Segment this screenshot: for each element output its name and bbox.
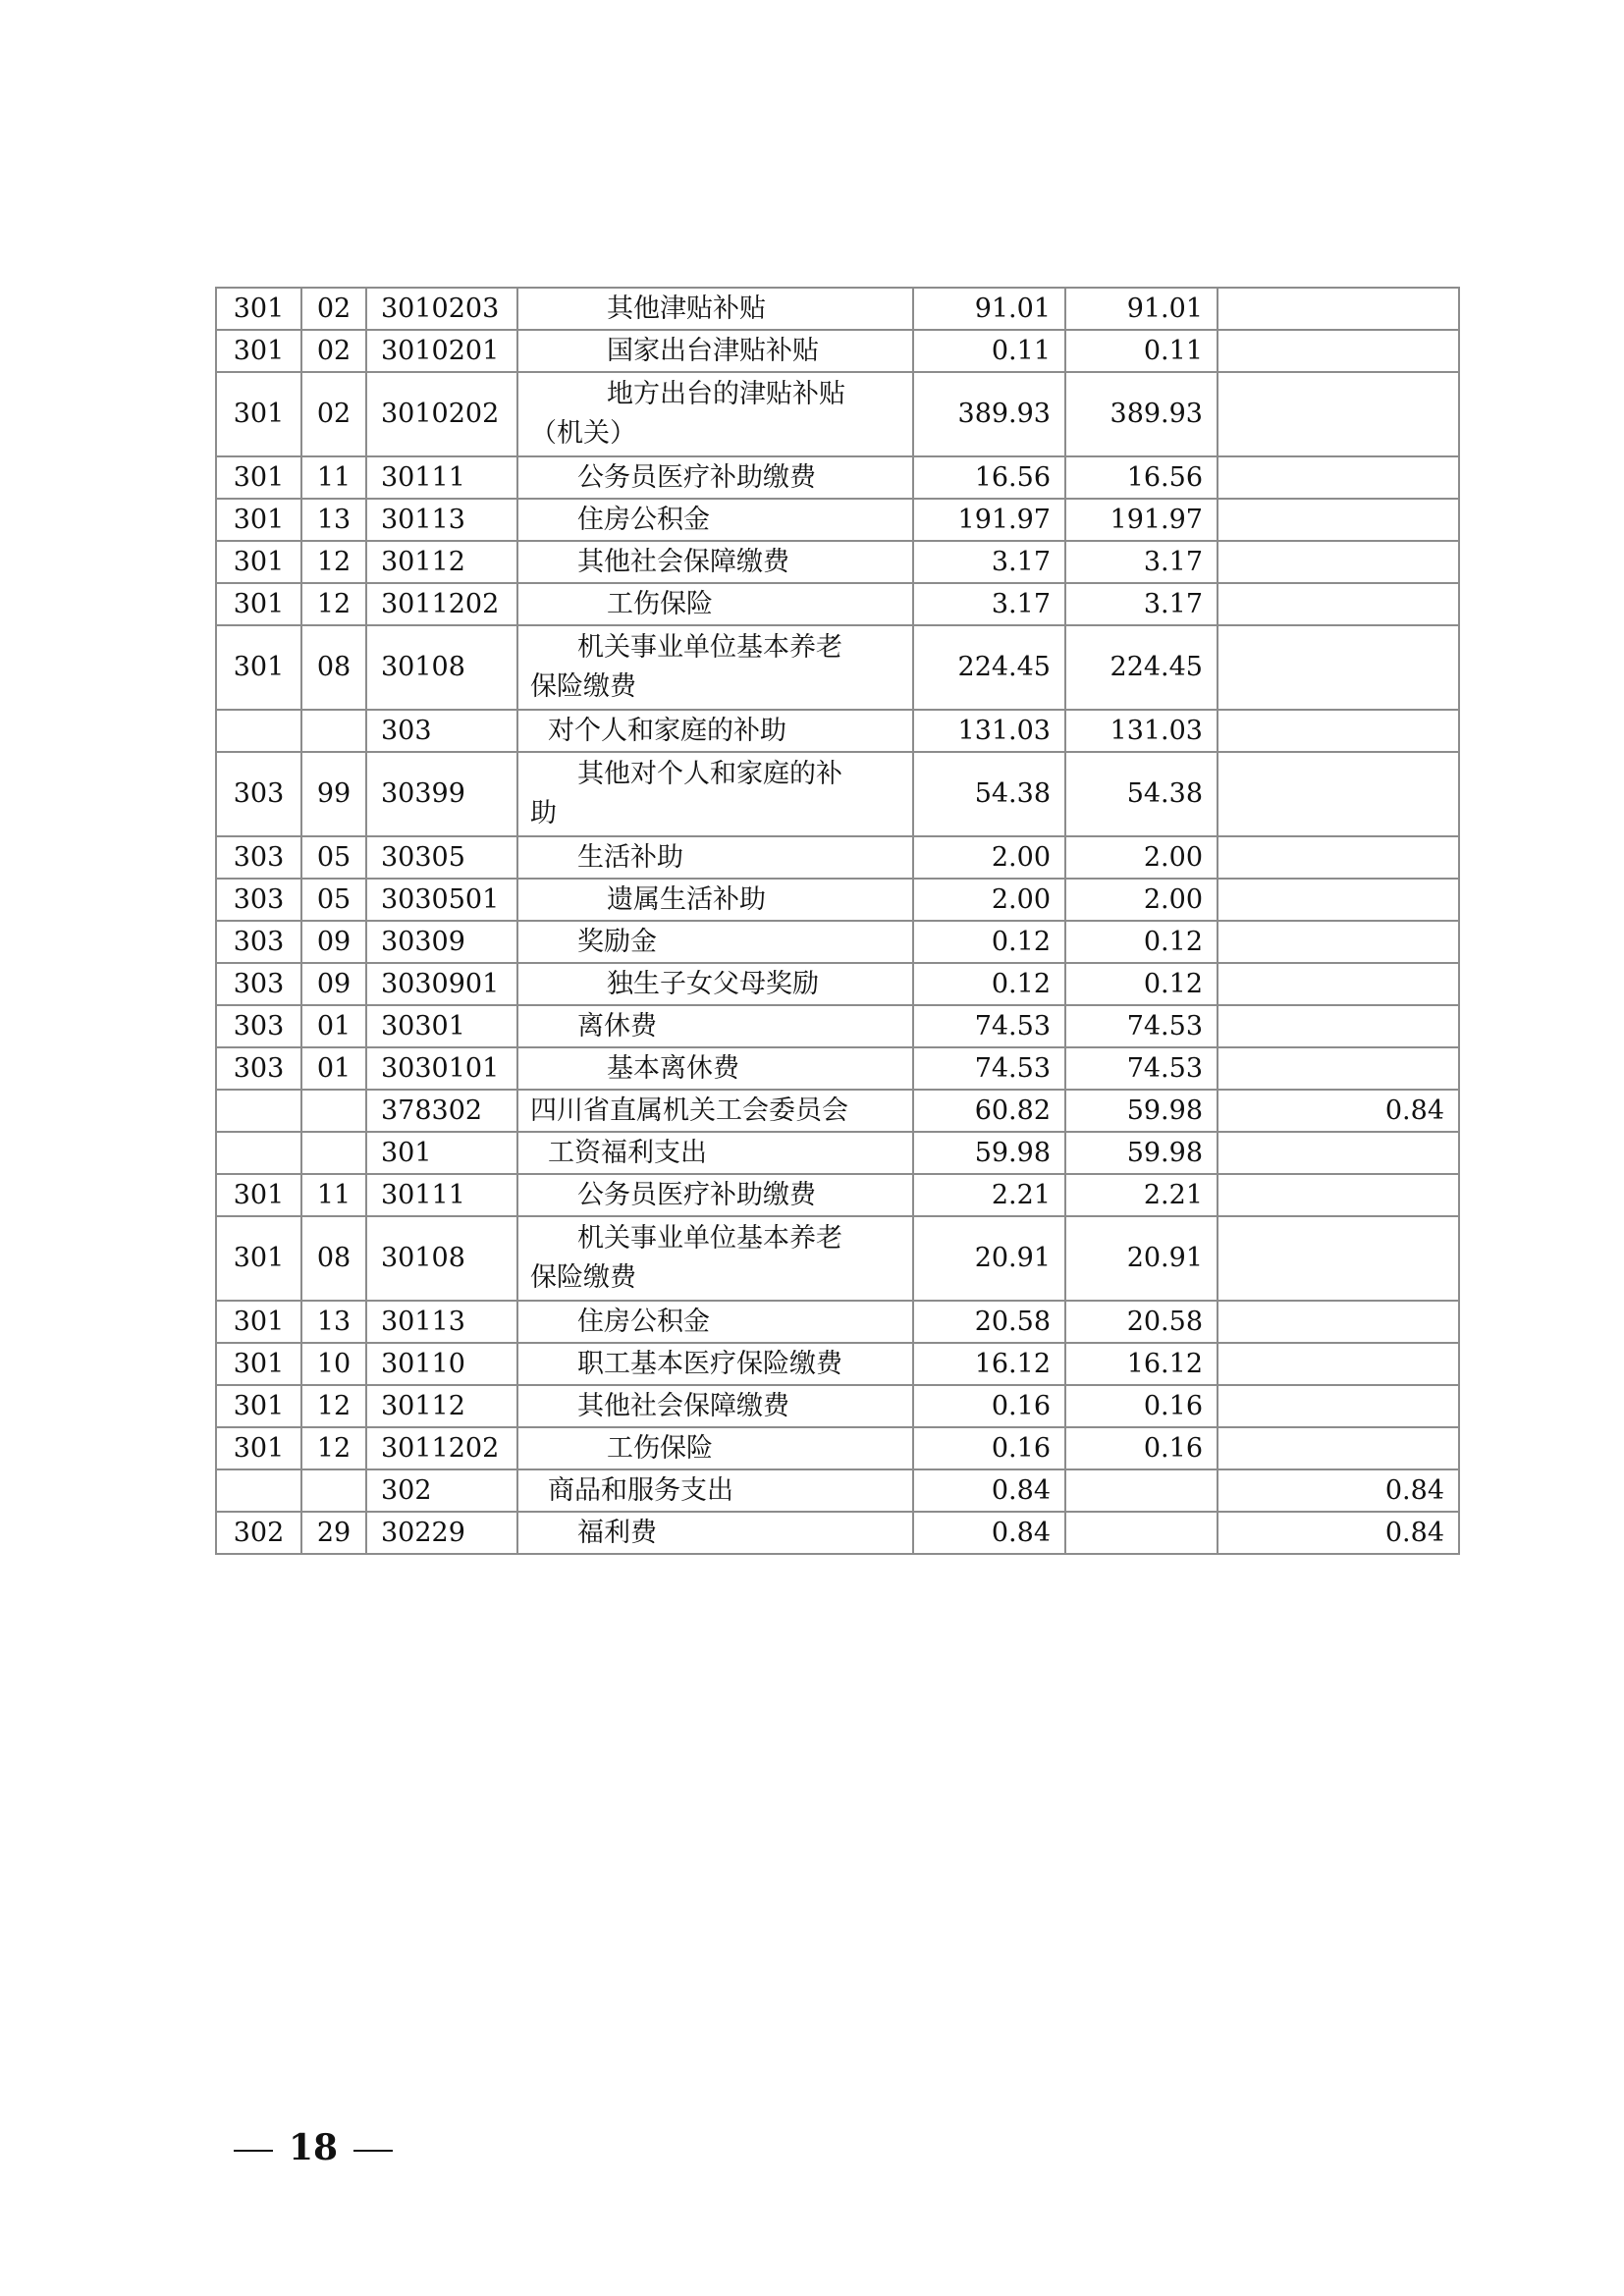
basic-expenditure-cell: 3.17: [1065, 583, 1218, 625]
class-code-cell: 301: [216, 1216, 301, 1301]
total-amount-cell: 131.03: [913, 710, 1065, 752]
subject-name-cell: [517, 836, 913, 879]
basic-expenditure-cell: 20.91: [1065, 1216, 1218, 1301]
subject-name-cell: [517, 583, 913, 625]
total-amount-cell: 20.58: [913, 1301, 1065, 1343]
class-code-cell: 301: [216, 1427, 301, 1469]
table-row: [216, 541, 1459, 583]
subject-name: 机关事业单位基本养老: [577, 632, 842, 663]
basic-expenditure-cell: 131.03: [1065, 710, 1218, 752]
total-amount-cell: 20.91: [913, 1216, 1065, 1301]
page-number: 18: [289, 2127, 339, 2168]
total-amount-cell: 0.16: [913, 1427, 1065, 1469]
section-code-cell: [301, 1132, 366, 1174]
basic-expenditure-cell: 74.53: [1065, 1005, 1218, 1047]
total-amount-cell: 0.84: [913, 1469, 1065, 1512]
total-amount-cell: 3.17: [913, 583, 1065, 625]
total-amount-cell: 2.21: [913, 1174, 1065, 1216]
section-code-cell: [301, 710, 366, 752]
project-expenditure-cell: [1218, 583, 1459, 625]
table-row: [216, 1469, 1459, 1512]
subject-name-cell: [517, 1216, 913, 1301]
basic-expenditure-cell: 54.38: [1065, 752, 1218, 836]
total-amount-cell: 0.11: [913, 330, 1065, 372]
basic-expenditure-cell: 20.58: [1065, 1301, 1218, 1343]
subject-code-cell: 3010203: [366, 288, 517, 330]
project-expenditure-cell: [1218, 1385, 1459, 1427]
subject-code-cell: 30112: [366, 1385, 517, 1427]
table-row: [216, 330, 1459, 372]
class-code-cell: 301: [216, 1301, 301, 1343]
project-expenditure-cell: [1218, 541, 1459, 583]
subject-name-cell: [517, 1005, 913, 1047]
subject-code-cell: 3030101: [366, 1047, 517, 1090]
total-amount-cell: 191.97: [913, 499, 1065, 541]
project-expenditure-cell: [1218, 288, 1459, 330]
project-expenditure-cell: [1218, 921, 1459, 963]
section-code-cell: 10: [301, 1343, 366, 1385]
subject-name-cell: [517, 752, 913, 836]
subject-code-cell: 302: [366, 1469, 517, 1512]
subject-code-cell: 301: [366, 1132, 517, 1174]
section-code-cell: 01: [301, 1005, 366, 1047]
table-row: [216, 879, 1459, 921]
total-amount-cell: 0.16: [913, 1385, 1065, 1427]
subject-name: 职工基本医疗保险缴费: [577, 1348, 842, 1379]
subject-name: 离休费: [577, 1010, 657, 1041]
project-expenditure-cell: [1218, 1343, 1459, 1385]
table-row: [216, 625, 1459, 710]
subject-name: 其他对个人和家庭的补: [577, 759, 842, 789]
total-amount-cell: 389.93: [913, 372, 1065, 456]
project-expenditure-cell: [1218, 456, 1459, 499]
section-code-cell: 11: [301, 456, 366, 499]
table-row: [216, 1090, 1459, 1132]
project-expenditure-cell: [1218, 499, 1459, 541]
subject-code-cell: 30111: [366, 1174, 517, 1216]
total-amount-cell: 74.53: [913, 1047, 1065, 1090]
subject-code-cell: 30309: [366, 921, 517, 963]
project-expenditure-cell: [1218, 710, 1459, 752]
basic-expenditure-cell: 59.98: [1065, 1090, 1218, 1132]
table-row: [216, 1132, 1459, 1174]
project-expenditure-cell: [1218, 836, 1459, 879]
section-code-cell: 29: [301, 1512, 366, 1554]
subject-name-cell: [517, 921, 913, 963]
basic-expenditure-cell: 191.97: [1065, 499, 1218, 541]
subject-name: 住房公积金: [577, 504, 710, 535]
subject-code-cell: 3011202: [366, 1427, 517, 1469]
section-code-cell: 05: [301, 879, 366, 921]
subject-code-cell: 303: [366, 710, 517, 752]
section-code-cell: 09: [301, 921, 366, 963]
total-amount-cell: 2.00: [913, 836, 1065, 879]
total-amount-cell: 16.56: [913, 456, 1065, 499]
class-code-cell: 302: [216, 1512, 301, 1554]
table-row: [216, 710, 1459, 752]
project-expenditure-cell: 0.84: [1218, 1090, 1459, 1132]
subject-code-cell: 30113: [366, 499, 517, 541]
subject-name: 其他社会保障缴费: [577, 546, 789, 577]
subject-code-cell: 3030501: [366, 879, 517, 921]
section-code-cell: 12: [301, 583, 366, 625]
basic-expenditure-cell: 59.98: [1065, 1132, 1218, 1174]
subject-code-cell: 30301: [366, 1005, 517, 1047]
basic-expenditure-cell: 0.16: [1065, 1427, 1218, 1469]
table-row: [216, 288, 1459, 330]
subject-name: 地方出台的津贴补贴: [607, 379, 845, 409]
subject-name-cell: [517, 1343, 913, 1385]
section-code-cell: [301, 1469, 366, 1512]
subject-name-cell: [517, 288, 913, 330]
basic-expenditure-cell: 16.56: [1065, 456, 1218, 499]
table-body: [216, 288, 1459, 1554]
basic-expenditure-cell: 0.11: [1065, 330, 1218, 372]
basic-expenditure-cell: 0.12: [1065, 963, 1218, 1005]
section-code-cell: 12: [301, 1427, 366, 1469]
subject-code-cell: 30108: [366, 625, 517, 710]
class-code-cell: 301: [216, 288, 301, 330]
project-expenditure-cell: [1218, 1427, 1459, 1469]
class-code-cell: 303: [216, 752, 301, 836]
subject-name-cell: [517, 1090, 913, 1132]
subject-code-cell: 378302: [366, 1090, 517, 1132]
total-amount-cell: 0.84: [913, 1512, 1065, 1554]
subject-name-cell: [517, 1512, 913, 1554]
left-dash: [234, 2150, 273, 2152]
subject-name: 四川省直属机关工会委员会: [530, 1095, 848, 1126]
class-code-cell: 301: [216, 456, 301, 499]
subject-code-cell: 30112: [366, 541, 517, 583]
subject-name: 工资福利支出: [548, 1137, 707, 1168]
table-row: [216, 456, 1459, 499]
subject-name-cell: [517, 541, 913, 583]
basic-expenditure-cell: 16.12: [1065, 1343, 1218, 1385]
subject-name-cell: [517, 963, 913, 1005]
subject-code-cell: 30229: [366, 1512, 517, 1554]
basic-expenditure-cell: [1065, 1469, 1218, 1512]
project-expenditure-cell: [1218, 1005, 1459, 1047]
project-expenditure-cell: [1218, 625, 1459, 710]
basic-expenditure-cell: [1065, 1512, 1218, 1554]
class-code-cell: 303: [216, 921, 301, 963]
class-code-cell: 301: [216, 1343, 301, 1385]
section-code-cell: 02: [301, 330, 366, 372]
subject-code-cell: 30305: [366, 836, 517, 879]
project-expenditure-cell: [1218, 1216, 1459, 1301]
section-code-cell: 11: [301, 1174, 366, 1216]
subject-name: 独生子女父母奖励: [607, 968, 819, 999]
basic-expenditure-cell: 389.93: [1065, 372, 1218, 456]
subject-name-cell: [517, 456, 913, 499]
section-code-cell: [301, 1090, 366, 1132]
class-code-cell: 301: [216, 583, 301, 625]
subject-name: 其他津贴补贴: [607, 293, 766, 324]
project-expenditure-cell: [1218, 372, 1459, 456]
subject-name-cell: [517, 879, 913, 921]
basic-expenditure-cell: 2.00: [1065, 836, 1218, 879]
basic-expenditure-cell: 2.21: [1065, 1174, 1218, 1216]
table-row: [216, 1174, 1459, 1216]
subject-name-continued: 保险缴费: [530, 671, 636, 702]
class-code-cell: 301: [216, 499, 301, 541]
project-expenditure-cell: [1218, 752, 1459, 836]
project-expenditure-cell: [1218, 1174, 1459, 1216]
basic-expenditure-cell: 91.01: [1065, 288, 1218, 330]
total-amount-cell: 74.53: [913, 1005, 1065, 1047]
section-code-cell: 02: [301, 372, 366, 456]
total-amount-cell: 91.01: [913, 288, 1065, 330]
total-amount-cell: 3.17: [913, 541, 1065, 583]
subject-name-continued: 助: [530, 798, 557, 828]
subject-code-cell: 3010202: [366, 372, 517, 456]
subject-name: 福利费: [577, 1517, 657, 1548]
table-row: [216, 1512, 1459, 1554]
table-row: [216, 1385, 1459, 1427]
subject-name: 住房公积金: [577, 1306, 710, 1337]
section-code-cell: 01: [301, 1047, 366, 1090]
total-amount-cell: 59.98: [913, 1132, 1065, 1174]
table-row: [216, 1427, 1459, 1469]
subject-name: 国家出台津贴补贴: [607, 335, 819, 366]
subject-name: 商品和服务支出: [548, 1474, 733, 1506]
class-code-cell: 303: [216, 1047, 301, 1090]
subject-name-cell: [517, 372, 913, 456]
subject-name: 工伤保险: [607, 1432, 713, 1464]
subject-name: 对个人和家庭的补助: [548, 715, 786, 746]
subject-code-cell: 30399: [366, 752, 517, 836]
subject-name-cell: [517, 330, 913, 372]
basic-expenditure-cell: 74.53: [1065, 1047, 1218, 1090]
basic-expenditure-cell: 3.17: [1065, 541, 1218, 583]
project-expenditure-cell: [1218, 1301, 1459, 1343]
total-amount-cell: 60.82: [913, 1090, 1065, 1132]
basic-expenditure-cell: 0.12: [1065, 921, 1218, 963]
table-row: [216, 499, 1459, 541]
subject-name: 公务员医疗补助缴费: [577, 1179, 816, 1210]
subject-name-continued: （机关）: [530, 418, 636, 449]
section-code-cell: 12: [301, 541, 366, 583]
basic-expenditure-cell: 2.00: [1065, 879, 1218, 921]
subject-name-cell: [517, 1047, 913, 1090]
section-code-cell: 12: [301, 1385, 366, 1427]
subject-name-cell: [517, 1385, 913, 1427]
table-row: [216, 1301, 1459, 1343]
project-expenditure-cell: 0.84: [1218, 1512, 1459, 1554]
subject-name-cell: [517, 1174, 913, 1216]
table-row: [216, 372, 1459, 456]
subject-name: 公务员医疗补助缴费: [577, 461, 816, 493]
subject-name: 工伤保险: [607, 588, 713, 619]
total-amount-cell: 16.12: [913, 1343, 1065, 1385]
table-row: [216, 1343, 1459, 1385]
page-footer: [218, 2128, 408, 2167]
section-code-cell: 05: [301, 836, 366, 879]
section-code-cell: 09: [301, 963, 366, 1005]
table-row: [216, 921, 1459, 963]
total-amount-cell: 0.12: [913, 963, 1065, 1005]
section-code-cell: 99: [301, 752, 366, 836]
section-code-cell: 13: [301, 1301, 366, 1343]
class-code-cell: 301: [216, 1385, 301, 1427]
subject-name-cell: [517, 1427, 913, 1469]
subject-code-cell: 3011202: [366, 583, 517, 625]
class-code-cell: 301: [216, 330, 301, 372]
budget-expenditure-table: [215, 287, 1460, 1555]
subject-name-cell: [517, 710, 913, 752]
subject-name: 基本离休费: [607, 1052, 739, 1084]
table-row: [216, 752, 1459, 836]
subject-name: 机关事业单位基本养老: [577, 1223, 842, 1254]
subject-name: 遗属生活补助: [607, 883, 766, 915]
table-row: [216, 1047, 1459, 1090]
class-code-cell: 303: [216, 879, 301, 921]
project-expenditure-cell: [1218, 963, 1459, 1005]
basic-expenditure-cell: 0.16: [1065, 1385, 1218, 1427]
subject-name-continued: 保险缴费: [530, 1262, 636, 1293]
subject-name-cell: [517, 625, 913, 710]
subject-code-cell: 30108: [366, 1216, 517, 1301]
subject-code-cell: 3010201: [366, 330, 517, 372]
table-row: [216, 836, 1459, 879]
project-expenditure-cell: 0.84: [1218, 1469, 1459, 1512]
class-code-cell: [216, 1132, 301, 1174]
subject-name-cell: [517, 1469, 913, 1512]
class-code-cell: [216, 710, 301, 752]
class-code-cell: 301: [216, 541, 301, 583]
class-code-cell: [216, 1090, 301, 1132]
project-expenditure-cell: [1218, 1132, 1459, 1174]
class-code-cell: 301: [216, 625, 301, 710]
project-expenditure-cell: [1218, 1047, 1459, 1090]
section-code-cell: 08: [301, 625, 366, 710]
project-expenditure-cell: [1218, 330, 1459, 372]
right-dash: [353, 2150, 393, 2152]
class-code-cell: 303: [216, 963, 301, 1005]
subject-name: 其他社会保障缴费: [577, 1390, 789, 1421]
subject-code-cell: 30113: [366, 1301, 517, 1343]
project-expenditure-cell: [1218, 879, 1459, 921]
section-code-cell: 02: [301, 288, 366, 330]
subject-name: 生活补助: [577, 841, 683, 873]
table-row: [216, 583, 1459, 625]
subject-code-cell: 30110: [366, 1343, 517, 1385]
class-code-cell: 303: [216, 836, 301, 879]
total-amount-cell: 2.00: [913, 879, 1065, 921]
class-code-cell: 301: [216, 1174, 301, 1216]
subject-code-cell: 3030901: [366, 963, 517, 1005]
basic-expenditure-cell: 224.45: [1065, 625, 1218, 710]
table-row: [216, 1216, 1459, 1301]
class-code-cell: [216, 1469, 301, 1512]
section-code-cell: 08: [301, 1216, 366, 1301]
table-row: [216, 963, 1459, 1005]
class-code-cell: 301: [216, 372, 301, 456]
class-code-cell: 303: [216, 1005, 301, 1047]
table-row: [216, 1005, 1459, 1047]
total-amount-cell: 224.45: [913, 625, 1065, 710]
subject-name-cell: [517, 1132, 913, 1174]
total-amount-cell: 0.12: [913, 921, 1065, 963]
subject-name-cell: [517, 1301, 913, 1343]
subject-name: 奖励金: [577, 926, 657, 957]
total-amount-cell: 54.38: [913, 752, 1065, 836]
subject-name-cell: [517, 499, 913, 541]
subject-code-cell: 30111: [366, 456, 517, 499]
section-code-cell: 13: [301, 499, 366, 541]
